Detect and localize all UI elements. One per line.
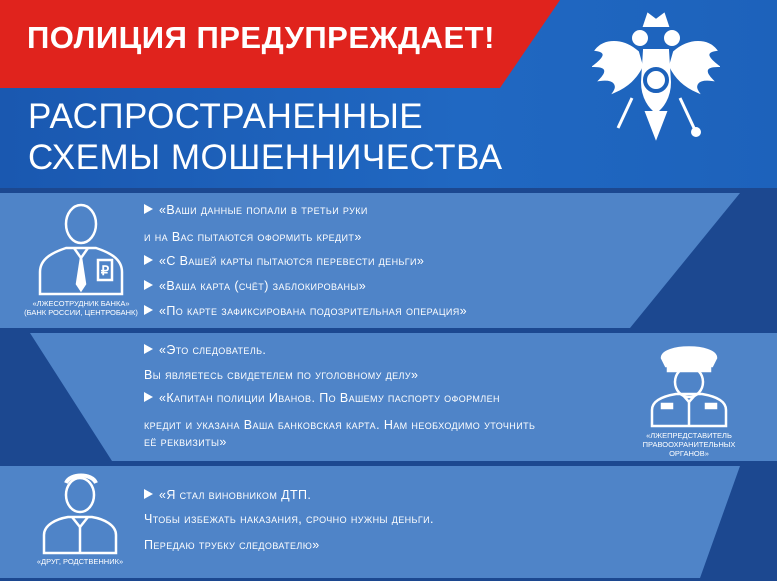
police-caption bbox=[628, 431, 750, 458]
scheme2-line-2 bbox=[144, 368, 418, 382]
scheme1-line-2 bbox=[144, 230, 362, 244]
scheme2-line-5 bbox=[144, 435, 227, 449]
line-text: «Капитан полиции Иванов. По Вашему паспорту оформлен bbox=[159, 391, 500, 405]
eagle-emblem-icon bbox=[592, 8, 720, 150]
police-officer-icon bbox=[648, 336, 730, 428]
arrow-right-icon bbox=[144, 344, 153, 354]
line-text: кредит и указана Ваша банковская карта. Нам необходимо уточнить bbox=[144, 418, 536, 432]
line-text: «Ваши данные попали в третьи руки bbox=[159, 203, 368, 217]
scheme2-line-1 bbox=[144, 343, 266, 357]
line-text: «С Вашей карты пытаются перевести деньги» bbox=[159, 254, 425, 268]
caption-line: (БАНК РОССИИ, ЦЕНТРОБАНК) bbox=[24, 308, 138, 317]
title-line-1: РАСПРОСТРАНЕННЫЕ bbox=[28, 97, 424, 136]
scheme1-line-5 bbox=[144, 304, 467, 318]
scheme2-line-3 bbox=[144, 391, 500, 405]
caption-line: ПРАВООХРАНИТЕЛЬНЫХ bbox=[642, 440, 736, 449]
line-text: «Это следователь. bbox=[159, 343, 267, 357]
arrow-right-icon bbox=[144, 392, 153, 402]
caption-line: «ЛЖЕСОТРУДНИК БАНКА» bbox=[32, 299, 130, 308]
banner-title: ПОЛИЦИЯ ПРЕДУПРЕЖДАЕТ! bbox=[27, 20, 495, 55]
scheme1-line-4 bbox=[144, 279, 366, 293]
bank-employee-caption bbox=[24, 299, 138, 317]
scheme1-line-3 bbox=[144, 254, 424, 268]
line-text: Вы являетесь свидетелем по уголовному делу» bbox=[144, 368, 419, 382]
friend-caption: «ДРУГ, РОДСТВЕННИК» bbox=[36, 557, 124, 566]
line-text: Чтобы избежать наказания, срочно нужны деньги. bbox=[144, 512, 434, 526]
arrow-right-icon bbox=[144, 204, 153, 214]
scheme1-line-1 bbox=[144, 203, 368, 217]
scheme3-line-3 bbox=[144, 538, 320, 552]
svg-text:₽: ₽ bbox=[100, 263, 110, 278]
line-text: «Ваша карта (счёт) заблокированы» bbox=[159, 279, 367, 293]
arrow-right-icon bbox=[144, 255, 153, 265]
scheme2-line-4 bbox=[144, 418, 535, 432]
line-text: Передаю трубку следователю» bbox=[144, 538, 320, 552]
arrow-right-icon bbox=[144, 280, 153, 290]
line-text: и на Вас пытаются оформить кредит» bbox=[144, 230, 362, 244]
scheme3-line-2 bbox=[144, 512, 434, 526]
title-line-2: СХЕМЫ МОШЕННИЧЕСТВА bbox=[28, 138, 503, 177]
bank-employee-icon bbox=[36, 196, 126, 296]
page-title bbox=[28, 96, 503, 178]
arrow-right-icon bbox=[144, 305, 153, 315]
caption-line: ОРГАНОВ» bbox=[669, 449, 709, 458]
line-text: «Я стал виновником ДТП. bbox=[159, 488, 312, 502]
friend-relative-icon bbox=[40, 469, 120, 555]
caption-line: «ЛЖЕПРЕДСТАВИТЕЛЬ bbox=[646, 431, 732, 440]
line-text: её реквизиты» bbox=[144, 435, 227, 449]
arrow-right-icon bbox=[144, 489, 153, 499]
scheme3-line-1 bbox=[144, 488, 311, 502]
line-text: «По карте зафиксирована подозрительная операция» bbox=[159, 304, 467, 318]
